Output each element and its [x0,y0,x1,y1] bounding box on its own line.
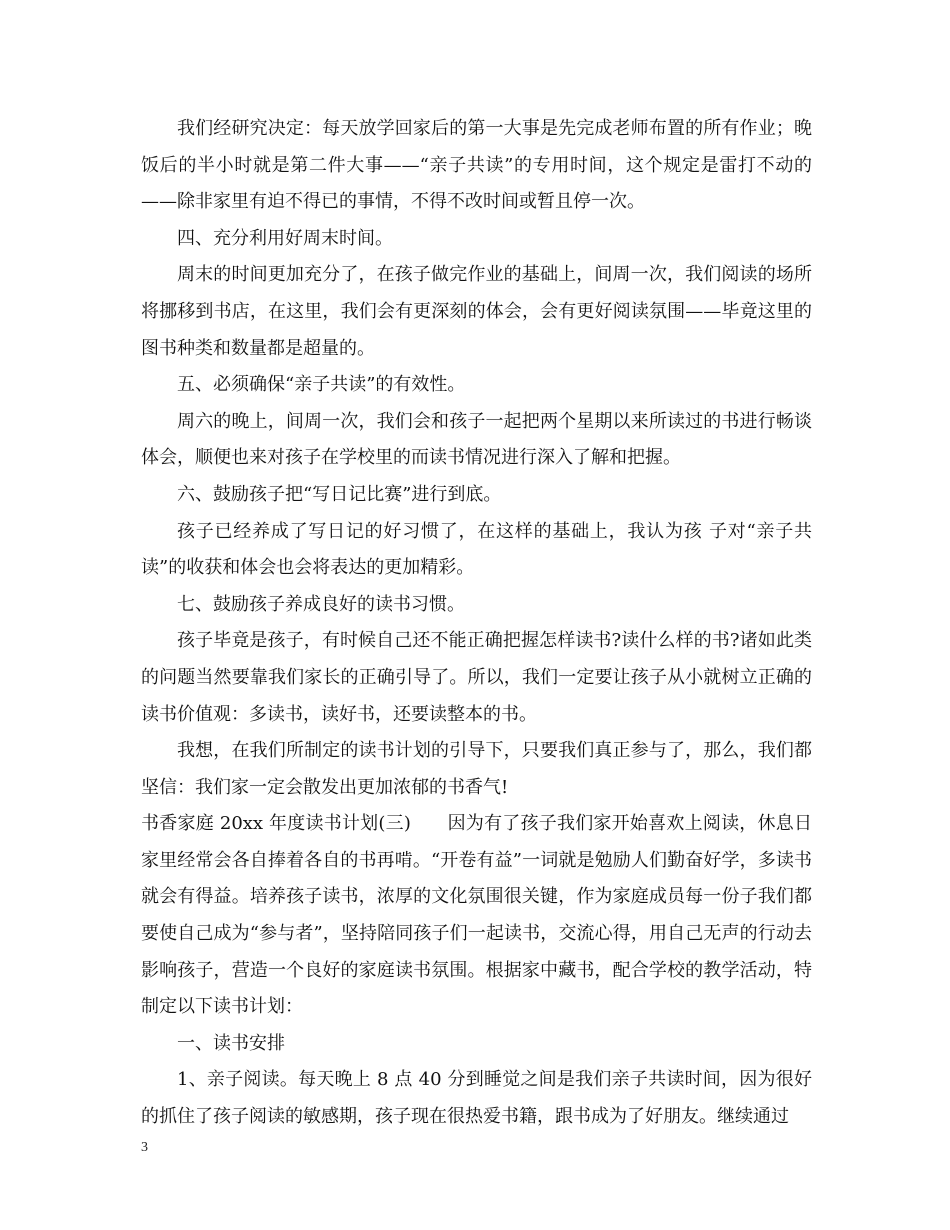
section-heading-5: 五、必须确保“亲子共读”的有效性。 [177,374,466,396]
paragraph-6: 我想，在我们所制定的读书计划的引导下，只要我们真正参与了，那么，我们都坚信：我们家一定会散发出更加浓郁的书香气! [141,740,812,798]
page-number: 3 [141,1140,148,1155]
paragraph-1: 我们经研究决定：每天放学回家后的第一大事是先完成老师布置的所有作业；晚饭后的半小时就是第二件大事——“亲子共读”的专用时间，这个规定是雷打不动的——除非家里有迫不得已的事情，不得不改时间或暂且停一次。 [141,118,812,213]
section-heading-7: 七、鼓励孩子养成良好的读书习惯。 [177,593,465,615]
section-heading-reading-arrangement: 一、读书安排 [177,1032,285,1054]
section-heading-4: 四、充分利用好周末时间。 [177,227,393,249]
plan-three-paragraph: 书香家庭 20xx 年度读书计划(三) 因为有了孩子我们家开始喜欢上阅读，休息日家里经常会各自捧着各自的书再啃。“开卷有益”一词就是勉励人们勤奋好学，多读书就会有得益。培养孩子读书，浓厚的文化氛围很关键，作为家庭成员每一份子我们都要使自己成为“参与者”，坚持陪同孩子们一起读书，交流心得，用自己无声的行动去影响孩子，营造一个良好的家庭读书氛围。根据家中藏书，配合学校的教学活动，特制定以下读书计划： [141,813,812,1018]
paragraph-2: 周末的时间更加充分了，在孩子做完作业的基础上，间周一次，我们阅读的场所将挪移到书店，在这里，我们会有更深刻的体会，会有更好阅读氛围——毕竟这里的图书种类和数量都是超量的。 [141,264,812,359]
paragraph-parent-child-reading: 1、亲子阅读。每天晚上 8 点 40 分到睡觉之间是我们亲子共读时间，因为很好的抓住了孩子阅读的敏感期，孩子现在很热爱书籍，跟书成为了好朋友。继续通过 [141,1069,812,1128]
paragraph-5: 孩子毕竟是孩子，有时候自己还不能正确把握怎样读书?读什么样的书?诸如此类的问题当然要靠我们家长的正确引导了。所以，我们一定要让孩子从小就树立正确的读书价值观：多读书，读好书，还要读整本的书。 [141,630,812,725]
section-heading-6: 六、鼓励孩子把“写日记比赛”进行到底。 [177,483,502,505]
paragraph-3: 周六的晚上，间周一次，我们会和孩子一起把两个星期以来所读过的书进行畅谈体会，顺便也来对孩子在学校里的而读书情况进行深入了解和把握。 [141,410,812,469]
document-body [141,111,812,1136]
paragraph-4: 孩子已经养成了写日记的好习惯了，在这样的基础上，我认为孩 子对“亲子共读”的收获和体会也会将表达的更加精彩。 [141,520,812,579]
